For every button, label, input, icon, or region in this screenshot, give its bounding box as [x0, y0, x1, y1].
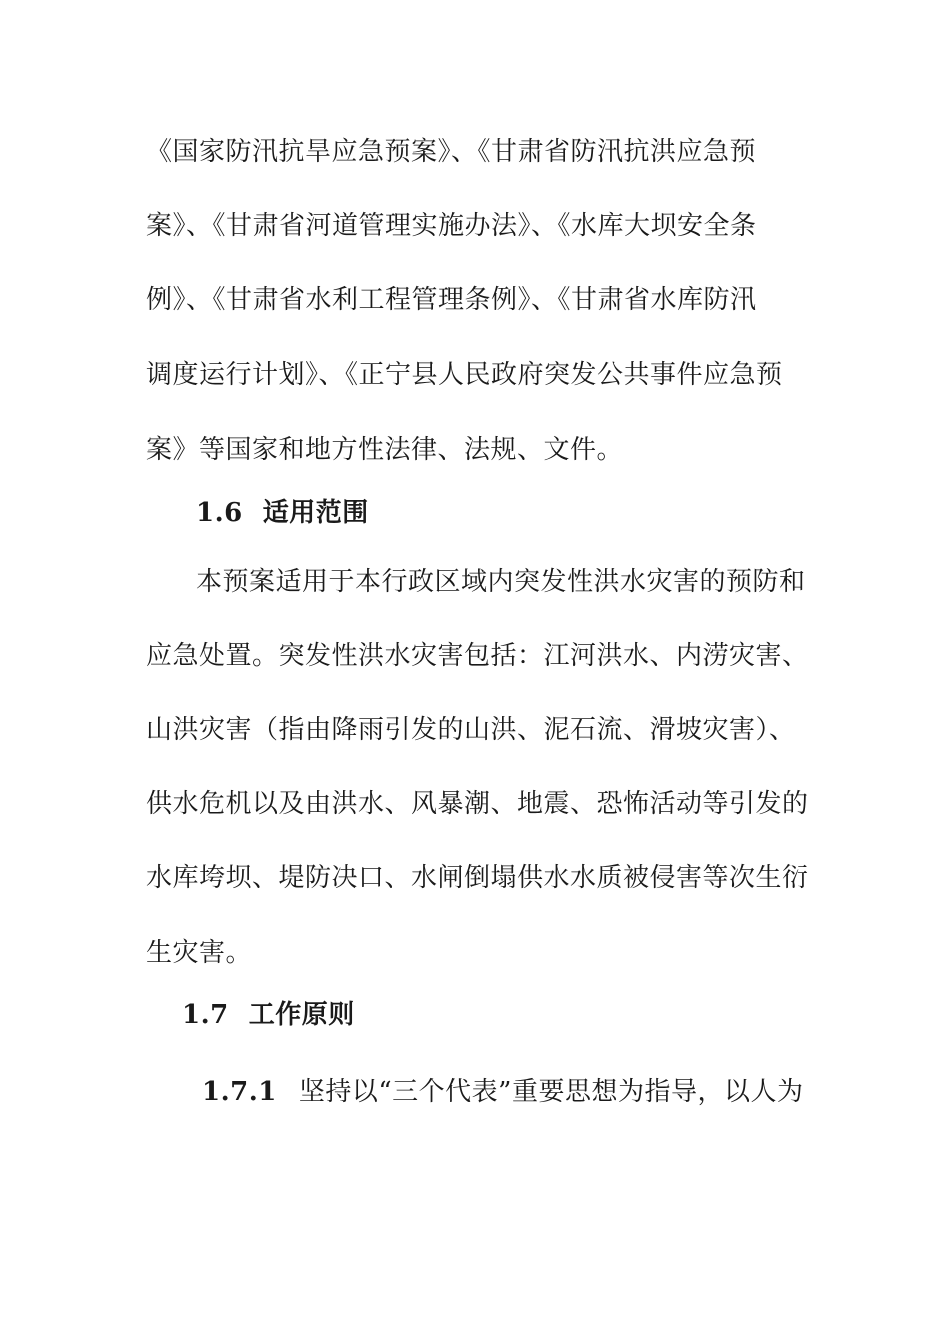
- paragraph-1-line-2: 案》、《甘肃省河道管理实施办法》、《水库大坝安全条: [146, 211, 757, 241]
- section-text: 坚持以“三个代表”重要思想为指导，以人为: [298, 1077, 804, 1107]
- paragraph-2-line-1: 本预案适用于本行政区域内突发性洪水灾害的预防和: [196, 567, 806, 597]
- paragraph-2-line-2: 应急处置。突发性洪水灾害包括：江河洪水、内涝灾害、: [146, 641, 809, 671]
- paragraph-2-line-5: 水库垮坝、堤防决口、水闸倒塌供水水质被侵害等次生衍: [146, 863, 809, 893]
- paragraph-1-line-1: 《国家防汛抗旱应急预案》、《甘肃省防汛抗洪应急预: [146, 137, 757, 167]
- paragraph-1-line-4: 调度运行计划》、《正宁县人民政府突发公共事件应急预: [146, 360, 783, 390]
- section-number: 1.7.1: [202, 1077, 277, 1107]
- paragraph-2-line-4: 供水危机以及由洪水、风暴潮、地震、恐怖活动等引发的: [146, 789, 809, 819]
- section-heading-1-7: [182, 998, 355, 1032]
- section-number: 1.7: [182, 1000, 229, 1030]
- section-title: 工作原则: [248, 1000, 355, 1030]
- section-title: 适用范围: [262, 498, 369, 528]
- paragraph-1-line-3: 例》、《甘肃省水利工程管理条例》、《甘肃省水库防汛: [146, 285, 757, 315]
- paragraph-2-line-6: 生灾害。: [146, 938, 253, 968]
- section-number: 1.6: [196, 498, 243, 528]
- paragraph-2-line-3: 山洪灾害（指由降雨引发的山洪、泥石流、滑坡灾害）、: [146, 715, 796, 745]
- section-1-7-1-line: [202, 1075, 803, 1109]
- section-heading-1-6: [196, 496, 369, 530]
- paragraph-1-line-5: 案》等国家和地方性法律、法规、文件。: [146, 435, 624, 465]
